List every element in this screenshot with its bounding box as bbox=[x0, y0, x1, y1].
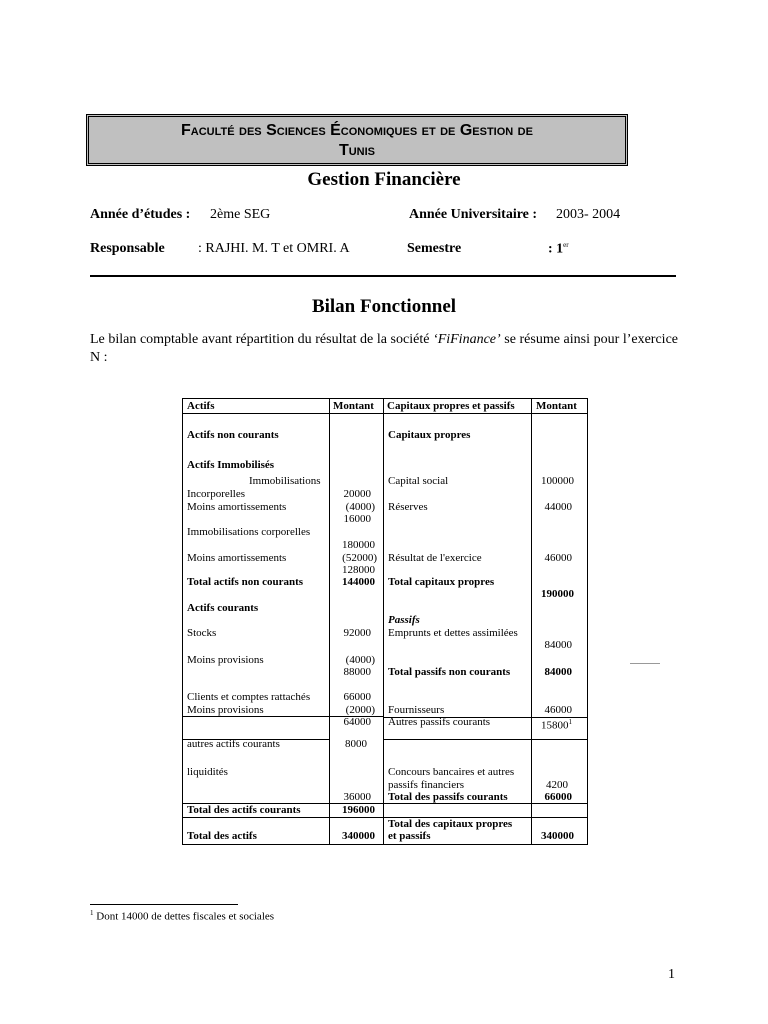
semester-value: : 1er bbox=[548, 241, 569, 257]
row-label: Total actifs non courants bbox=[187, 576, 304, 588]
footnote-ref: 1 bbox=[568, 718, 572, 726]
faculty-name-line1: Faculté des Sciences Économiques et de Gestion de bbox=[181, 122, 533, 139]
row-value: 196000 bbox=[342, 804, 375, 816]
row-label: Actifs Immobilisés bbox=[187, 459, 275, 471]
stray-line bbox=[630, 663, 660, 664]
intro-paragraph: Le bilan comptable avant répartition du résultat de la société ‘FiFinance’ se résume ainsi pour l’exercice N : bbox=[90, 332, 679, 365]
row-label: Moins amortissements bbox=[187, 501, 287, 513]
row-value: 36000 bbox=[343, 791, 371, 803]
row-value: 180000 bbox=[342, 539, 375, 551]
row-value: 88000 bbox=[343, 666, 371, 678]
row-value: 66000 bbox=[544, 791, 572, 803]
row-value: 340000 bbox=[541, 830, 574, 842]
row-value: 128000 bbox=[342, 564, 375, 576]
resp-label: Responsable bbox=[90, 241, 165, 256]
row-label: Immobilisations bbox=[249, 475, 321, 487]
company-name: ‘FiFinance’ bbox=[433, 332, 501, 347]
row-value: 144000 bbox=[342, 576, 375, 588]
semester-label: Semestre bbox=[407, 241, 462, 256]
header-capitaux: Capitaux propres et passifs bbox=[387, 400, 515, 412]
row-label: Capital social bbox=[388, 475, 449, 487]
row-label: Réserves bbox=[388, 501, 428, 513]
row-value: (2000) bbox=[345, 704, 375, 716]
header-montant-right: Montant bbox=[536, 400, 577, 412]
balance-sheet-table bbox=[182, 398, 588, 845]
row-value: (4000) bbox=[345, 654, 375, 666]
row-label: Actifs courants bbox=[187, 602, 259, 614]
row-label: Moins provisions bbox=[187, 704, 264, 716]
row-value: 44000 bbox=[544, 501, 572, 513]
row-value: 340000 bbox=[342, 830, 375, 842]
faculty-banner bbox=[86, 114, 628, 166]
row-label: Capitaux propres bbox=[388, 429, 471, 441]
resp-value: : RAJHI. M. T et OMRI. A bbox=[198, 241, 350, 256]
row-label: Moins provisions bbox=[187, 654, 264, 666]
row-value: 46000 bbox=[544, 704, 572, 716]
faculty-name-line2: Tunis bbox=[338, 142, 376, 159]
row-label: Total des actifs courants bbox=[187, 804, 301, 816]
header-divider bbox=[90, 275, 676, 277]
univ-year-label: Année Universitaire : bbox=[409, 207, 538, 222]
row-label: Total des passifs courants bbox=[388, 791, 508, 803]
year-label: Année d’études : bbox=[90, 207, 191, 222]
row-value: 4200 bbox=[546, 779, 568, 791]
row-label: passifs financiers bbox=[388, 779, 465, 791]
row-value: 46000 bbox=[544, 552, 572, 564]
row-label: Résultat de l'exercice bbox=[388, 552, 482, 564]
row-value: 100000 bbox=[541, 475, 574, 487]
row-label: et passifs bbox=[388, 830, 431, 842]
row-value: 84000 bbox=[544, 666, 572, 678]
year-value: 2ème SEG bbox=[210, 207, 271, 222]
row-label: Moins amortissements bbox=[187, 552, 287, 564]
row-value: 190000 bbox=[541, 588, 574, 600]
row-value: 20000 bbox=[343, 488, 371, 500]
row-label: Total capitaux propres bbox=[388, 576, 495, 588]
row-value: 66000 bbox=[343, 691, 371, 703]
row-label: Autres passifs courants bbox=[388, 716, 491, 728]
row-value: 15800$^1$ bbox=[541, 718, 572, 732]
row-value: 64000 bbox=[343, 716, 371, 728]
page-number: 1 bbox=[668, 967, 675, 982]
row-value: 84000 bbox=[544, 639, 572, 651]
row-label: Total passifs non courants bbox=[388, 666, 511, 678]
row-label: Clients et comptes rattachés bbox=[187, 691, 311, 703]
footnote-divider bbox=[90, 904, 238, 905]
footnote: $^1$ Dont 14000 de dettes fiscales et sociales bbox=[90, 909, 275, 923]
course-title: Gestion Financière bbox=[307, 169, 461, 190]
row-label: Actifs non courants bbox=[187, 429, 279, 441]
section-title: Bilan Fonctionnel bbox=[311, 296, 457, 317]
row-label: Concours bancaires et autres bbox=[388, 766, 515, 778]
row-label: autres actifs courants bbox=[187, 738, 280, 750]
row-label: Incorporelles bbox=[187, 488, 246, 500]
row-label: Stocks bbox=[187, 627, 217, 639]
row-value: (4000) bbox=[345, 501, 375, 513]
row-value: 92000 bbox=[343, 627, 371, 639]
row-label: Emprunts et dettes assimilées bbox=[388, 627, 518, 639]
row-value: (52000) bbox=[342, 552, 377, 564]
header-actifs: Actifs bbox=[187, 400, 215, 412]
row-label: Fournisseurs bbox=[388, 704, 445, 716]
header-montant-left: Montant bbox=[333, 400, 374, 412]
row-value: 16000 bbox=[343, 513, 371, 525]
row-label: Total des capitaux propres bbox=[388, 818, 513, 830]
row-label: Passifs bbox=[388, 614, 420, 626]
row-label: Immobilisations corporelles bbox=[187, 526, 311, 538]
univ-year-value: 2003- 2004 bbox=[556, 207, 621, 222]
row-value: 8000 bbox=[345, 738, 367, 750]
row-label: liquidités bbox=[187, 766, 228, 778]
row-label: Total des actifs bbox=[187, 830, 257, 842]
